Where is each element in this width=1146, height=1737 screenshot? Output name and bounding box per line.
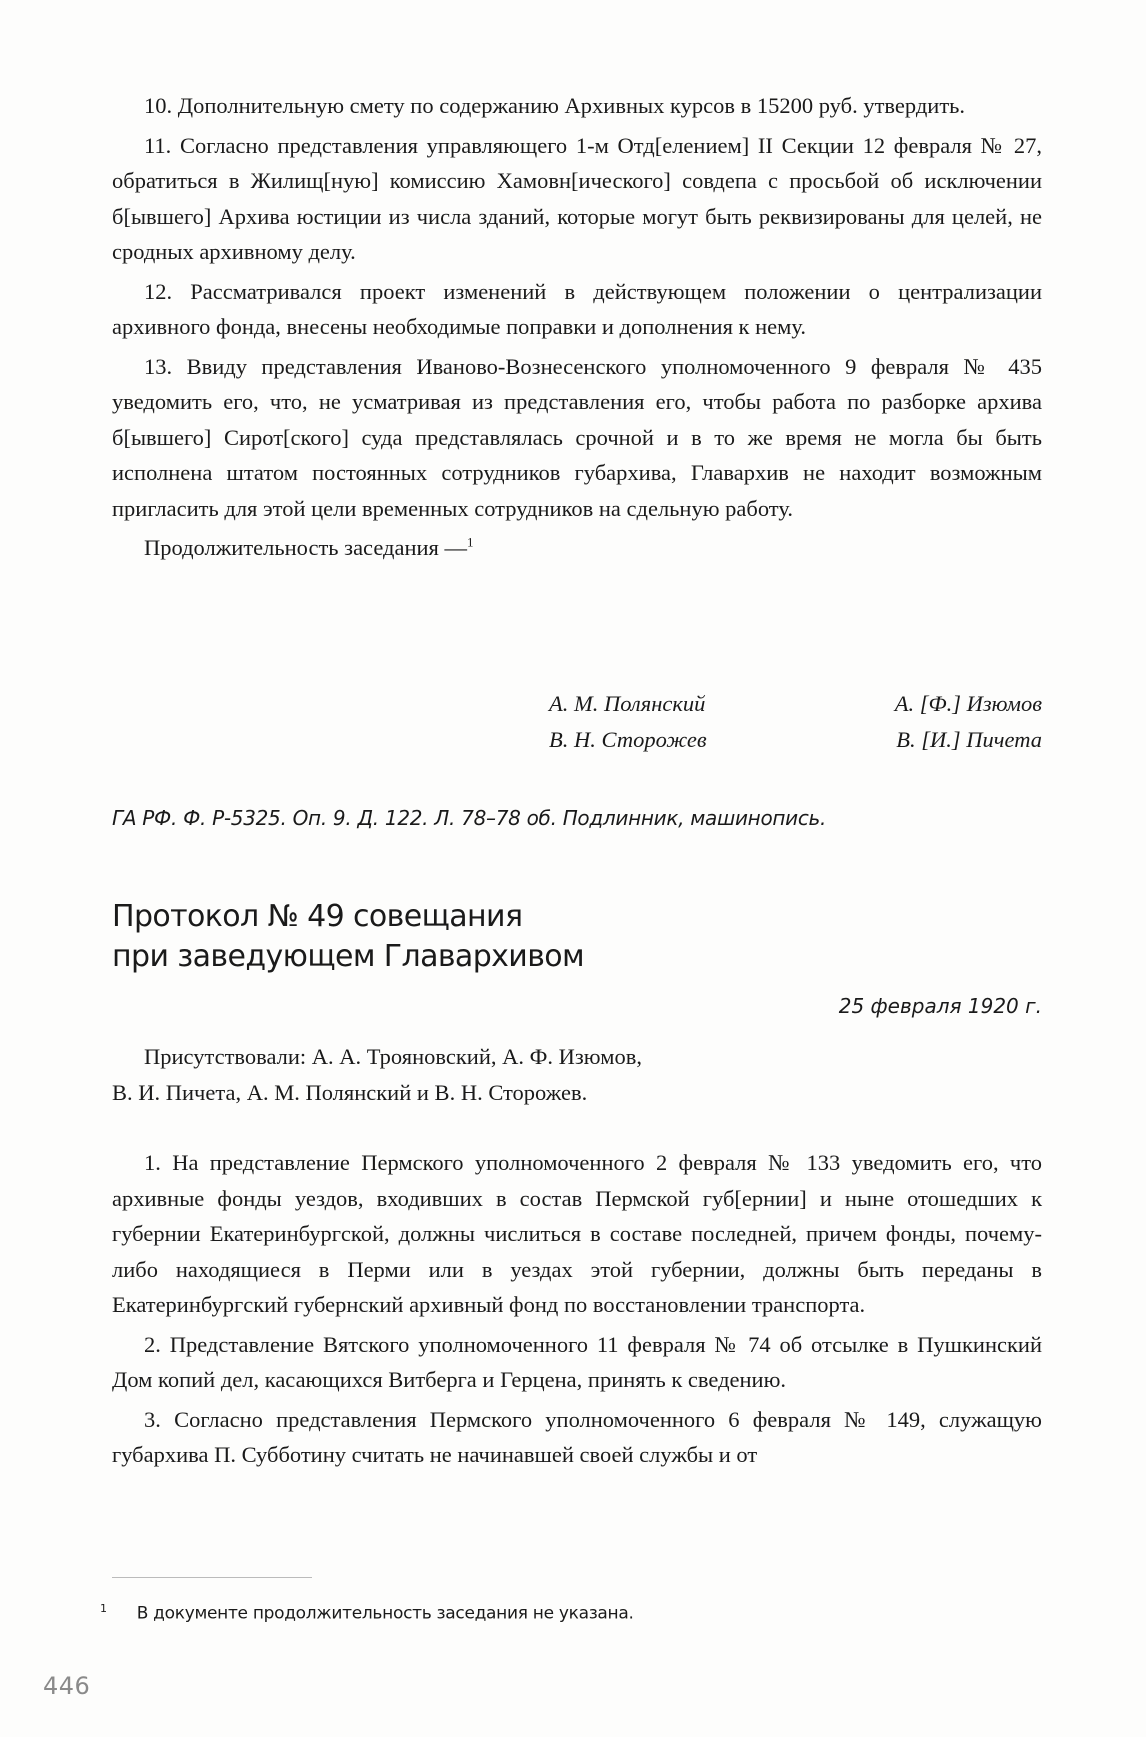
- duration-label: Продолжительность заседания —: [144, 535, 467, 560]
- attendees-line-1: Присутствовали: А. А. Трояновский, А. Ф. Изюмов,: [144, 1044, 643, 1069]
- signature-polyansky: А. М. Полянский: [549, 691, 706, 716]
- footnote-divider: [112, 1577, 312, 1578]
- item-13: 13. Ввиду представления Иваново-Вознесенского уполномоченного 9 февраля № 435 уведомить его, что, не усматривая из представления его, чтобы работа по разборке архива б[ывшего] Сирот[ского] суда представлялась срочной и в то же время не могла бы быть исполнена штатом постоянных сотрудников губархива, Главархив не находит возможным пригласить для этой цели временных сотрудников на сдельную работу.: [112, 353, 1042, 521]
- page-number: 446: [43, 1672, 91, 1700]
- duration-footnote-mark: 1: [467, 534, 474, 550]
- p49-item-1: 1. На представление Пермского уполномоченного 2 февраля № 133 уведомить его, что архивные фонды уездов, входивших в состав Пермской губ[ернии] и ныне отошедших к губернии Екатеринбургской, должны числиться в составе последней, причем фонды, почему-либо находящиеся в Перми или в уездах этой губернии, должны быть переданы в Екатеринбургский губернский архивный фонд по восстановлении транспорта.: [112, 1150, 1042, 1317]
- protocol-49-title-line-2: при заведующем Главархивом: [112, 939, 585, 974]
- protocol-49-items: [112, 1145, 1042, 1473]
- archival-source: ГА РФ. Ф. Р-5325. Оп. 9. Д. 122. Л. 78–78 об. Подлинник, машинопись.: [112, 806, 827, 830]
- signatures: [112, 686, 1042, 766]
- signature-picheta: В. [И.] Пичета: [896, 727, 1042, 752]
- duration-line: [112, 530, 1042, 566]
- footnote-text: В документе продолжительность заседания не указана.: [136, 1603, 634, 1624]
- item-10: 10. Дополнительную смету по содержанию Архивных курсов в 15200 руб. утвердить.: [144, 93, 966, 118]
- attendees-line-2: В. И. Пичета, А. М. Полянский и В. Н. Сторожев.: [112, 1079, 588, 1105]
- footnote-mark: 1: [100, 1602, 107, 1615]
- protocol-49-date: 25 февраля 1920 г.: [838, 994, 1042, 1018]
- footnote: [100, 1596, 1040, 1627]
- p49-item-2: 2. Представление Вятского уполномоченного 11 февраля № 74 об отсылке в Пушкинский Дом копий дел, касающихся Витберга и Герцена, принять к сведению.: [112, 1331, 1042, 1392]
- signature-izyumov: А. [Ф.] Изюмов: [894, 691, 1042, 716]
- signature-storozhev: В. Н. Сторожев: [549, 727, 707, 752]
- protocol-49-title-line-1: Протокол № 49 совещания: [112, 899, 523, 934]
- attendees: [112, 1039, 1042, 1110]
- p49-item-3: 3. Согласно представления Пермского уполномоченного 6 февраля № 149, служащую губархива П. Субботину считать не начинавшей своей службы и от: [112, 1406, 1042, 1467]
- item-11: 11. Согласно представления управляющего 1-м Отд[елением] II Секции 12 февраля № 27, обратиться в Жилищ[ную] комиссию Хамовн[ического] совдепа с просьбой об исключении б[ывшего] Архива юстиции из числа зданий, которые могут быть реквизированы для целей, не сродных архивному делу.: [112, 132, 1042, 264]
- item-12: 12. Рассматривался проект изменений в действующем положении о централизации архивного фонда, внесены необходимые поправки и дополнения к нему.: [112, 278, 1042, 339]
- protocol-48-items: [112, 88, 1042, 566]
